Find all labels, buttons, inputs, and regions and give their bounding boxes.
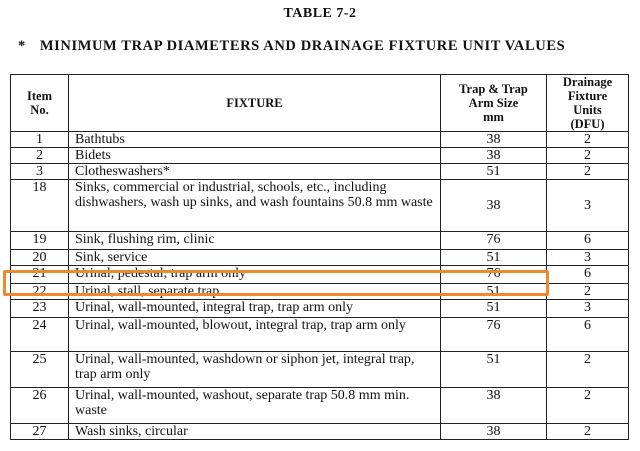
table-row xyxy=(11,148,629,164)
fixture-cell: Urinal, wall-mounted, washout, separate trap 50.8 mm min. waste xyxy=(69,388,441,424)
trap-size-cell: 76 xyxy=(441,266,547,284)
dfu-cell: 6 xyxy=(547,232,629,250)
fixture-cell: Wash sinks, circular xyxy=(69,424,441,440)
dfu-cell: 2 xyxy=(547,164,629,180)
dfu-cell: 2 xyxy=(547,284,629,300)
dfu-cell: 2 xyxy=(547,388,629,424)
table-row xyxy=(11,300,629,318)
table-row xyxy=(11,318,629,352)
item-no-cell: 19 xyxy=(11,232,69,250)
item-no-cell: 27 xyxy=(11,424,69,440)
trap-size-cell: 51 xyxy=(441,300,547,318)
fixture-cell: Urinal, wall-mounted, washdown or siphon jet, integral trap, trap arm only xyxy=(69,352,441,388)
table-row xyxy=(11,164,629,180)
item-no-cell: 23 xyxy=(11,300,69,318)
trap-size-cell: 38 xyxy=(441,424,547,440)
fixture-cell: Urinal, stall, separate trap xyxy=(69,284,441,300)
item-no-cell: 20 xyxy=(11,250,69,266)
subtitle-text: MINIMUM TRAP DIAMETERS AND DRAINAGE FIXTURE UNIT VALUES xyxy=(39,38,566,54)
table-row xyxy=(11,352,629,388)
fixture-cell: Clotheswashers* xyxy=(69,164,441,180)
table-row xyxy=(11,180,629,232)
bullet-marker: * xyxy=(18,38,26,54)
trap-size-cell: 38 xyxy=(441,180,547,232)
trap-size-cell: 51 xyxy=(441,164,547,180)
trap-size-cell: 38 xyxy=(441,132,547,148)
fixture-cell: Sink, flushing rim, clinic xyxy=(69,232,441,250)
trap-size-cell: 51 xyxy=(441,284,547,300)
dfu-cell: 3 xyxy=(547,250,629,266)
dfu-cell: 2 xyxy=(547,424,629,440)
dfu-cell: 6 xyxy=(547,266,629,284)
trap-size-cell: 51 xyxy=(441,250,547,266)
item-no-cell: 26 xyxy=(11,388,69,424)
fixture-cell: Bathtubs xyxy=(69,132,441,148)
item-no-cell: 3 xyxy=(11,164,69,180)
item-no-cell: 25 xyxy=(11,352,69,388)
header-item-no: Item No. xyxy=(11,75,69,132)
fixture-table xyxy=(10,74,629,440)
trap-size-cell: 76 xyxy=(441,318,547,352)
trap-size-cell: 38 xyxy=(441,388,547,424)
fixture-cell: Urinal, wall-mounted, integral trap, trap arm only xyxy=(69,300,441,318)
dfu-cell: 2 xyxy=(547,132,629,148)
dfu-cell: 3 xyxy=(547,300,629,318)
header-dfu: Drainage Fixture Units (DFU) xyxy=(547,75,629,132)
table-row xyxy=(11,232,629,250)
table-row xyxy=(11,424,629,440)
table-subtitle xyxy=(18,38,565,55)
header-fixture: FIXTURE xyxy=(69,75,441,132)
table-row xyxy=(11,284,629,300)
dfu-cell: 3 xyxy=(547,180,629,232)
item-no-cell: 24 xyxy=(11,318,69,352)
fixture-cell: Urinal, pedestal, trap arm only xyxy=(69,266,441,284)
table-title: TABLE 7-2 xyxy=(283,6,357,21)
table-row xyxy=(11,132,629,148)
fixture-cell: Bidets xyxy=(69,148,441,164)
fixture-cell: Sink, service xyxy=(69,250,441,266)
fixture-cell: Urinal, wall-mounted, blowout, integral trap, trap arm only xyxy=(69,318,441,352)
table-row xyxy=(11,388,629,424)
trap-size-cell: 51 xyxy=(441,352,547,388)
item-no-cell: 2 xyxy=(11,148,69,164)
trap-size-cell: 76 xyxy=(441,232,547,250)
trap-size-cell: 38 xyxy=(441,148,547,164)
item-no-cell: 1 xyxy=(11,132,69,148)
dfu-cell: 6 xyxy=(547,318,629,352)
table-row xyxy=(11,250,629,266)
item-no-cell: 21 xyxy=(11,266,69,284)
fixture-cell: Sinks, commercial or industrial, schools, etc., including dishwashers, wash up sinks, and wash fountains 50.8 mm waste xyxy=(69,180,441,232)
table-row-highlighted xyxy=(11,266,629,284)
dfu-cell: 2 xyxy=(547,148,629,164)
header-trap-size: Trap & Trap Arm Size mm xyxy=(441,75,547,132)
dfu-cell: 2 xyxy=(547,352,629,388)
item-no-cell: 18 xyxy=(11,180,69,232)
header-row xyxy=(11,75,629,132)
item-no-cell: 22 xyxy=(11,284,69,300)
